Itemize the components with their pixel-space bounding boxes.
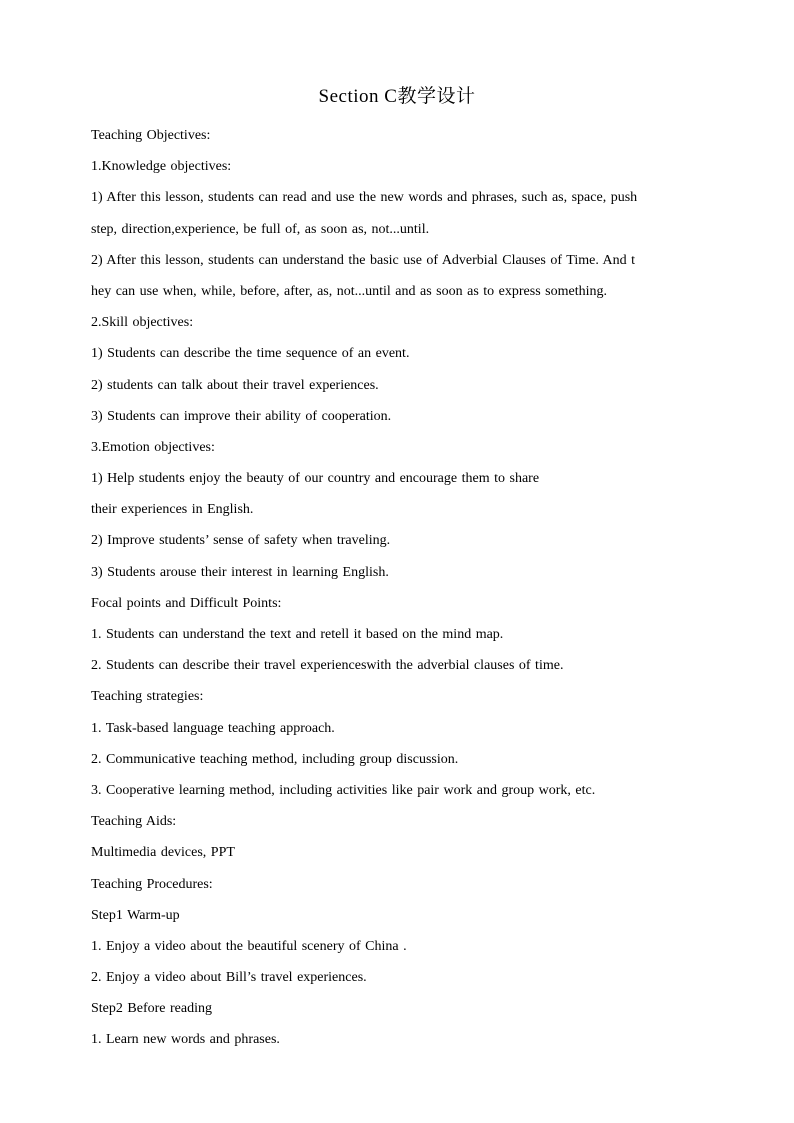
paragraph-line: 2) students can talk about their travel experiences.	[91, 377, 379, 393]
paragraph-line: step, direction,experience, be full of, as soon as, not...until.	[91, 221, 430, 237]
section-heading-teaching-strategies: Teaching strategies:	[91, 689, 204, 705]
paragraph-line: 2. Students can describe their travel experienceswith the adverbial clauses of time.	[91, 658, 564, 674]
paragraph-line: 1) Help students enjoy the beauty of our country and encourage them to share	[91, 471, 540, 487]
page-title: Section C教学设计	[318, 86, 476, 107]
section-heading-teaching-objectives: Teaching Objectives:	[91, 128, 211, 143]
paragraph-line: 1. Learn new words and phrases.	[91, 1032, 280, 1048]
paragraph-line: 1) After this lesson, students can read and use the new words and phrases, such as, space, push	[91, 190, 638, 206]
paragraph-line: 2) Improve students’ sense of safety when traveling.	[91, 533, 391, 549]
section-heading-focal-points: Focal points and Difficult Points:	[91, 595, 282, 611]
subheading-skill-objectives: 2.Skill objectives:	[91, 315, 194, 331]
paragraph-line: 3) Students arouse their interest in learning English.	[91, 564, 389, 580]
paragraph-line: 1. Enjoy a video about the beautiful scenery of China .	[91, 938, 407, 954]
paragraph-line: hey can use when, while, before, after, as, not...until and as soon as to express something.	[91, 283, 607, 299]
step-heading-warm-up: Step1 Warm-up	[91, 907, 180, 923]
document-body	[91, 120, 706, 1056]
paragraph-line: 3. Cooperative learning method, including activities like pair work and group work, etc.	[91, 782, 596, 798]
paragraph-line: 2) After this lesson, students can understand the basic use of Adverbial Clauses of Time. And t	[91, 252, 636, 268]
paragraph-line: Multimedia devices, PPT	[91, 845, 235, 861]
paragraph-line: 1) Students can describe the time sequence of an event.	[91, 346, 410, 362]
paragraph-line: their experiences in English.	[91, 502, 254, 518]
section-heading-teaching-procedures: Teaching Procedures:	[91, 876, 213, 892]
paragraph-line: 1. Students can understand the text and retell it based on the mind map.	[91, 627, 504, 642]
paragraph-line: 2. Enjoy a video about Bill’s travel experiences.	[91, 970, 367, 986]
subheading-emotion-objectives: 3.Emotion objectives:	[91, 439, 215, 455]
paragraph-line: 1. Task-based language teaching approach.	[91, 720, 335, 736]
paragraph-line: 3) Students can improve their ability of cooperation.	[91, 408, 392, 424]
subheading-knowledge-objectives: 1.Knowledge objectives:	[91, 159, 232, 175]
step-heading-before-reading: Step2 Before reading	[91, 1001, 212, 1017]
section-heading-teaching-aids: Teaching Aids:	[91, 814, 177, 830]
paragraph-line: 2. Communicative teaching method, including group discussion.	[91, 751, 459, 767]
